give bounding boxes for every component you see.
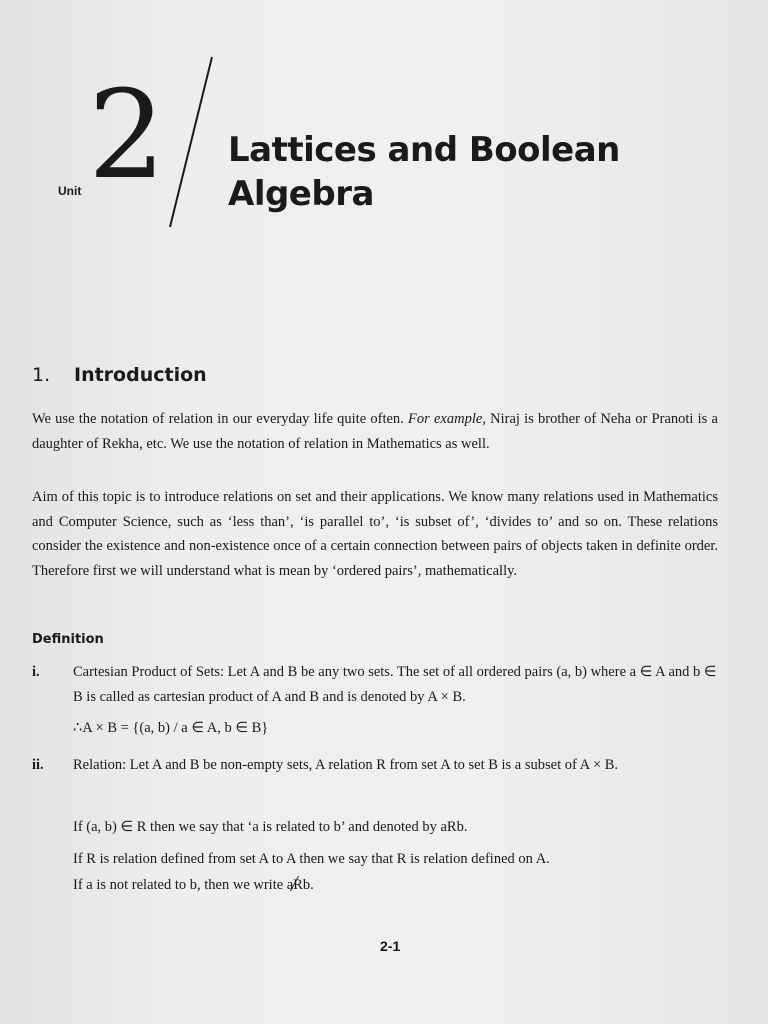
relation-line-related: If (a, b) ∈ R then we say that ‘a is related to b’ and denoted by aRb. xyxy=(73,819,468,835)
not-related-text: If a is not related to b, then we write a xyxy=(73,877,294,893)
section-heading xyxy=(32,364,207,386)
chapter-title: Lattices and Boolean Algebra xyxy=(228,130,620,214)
section-number: 1. xyxy=(32,364,51,386)
item-marker: i. xyxy=(32,664,40,680)
not-related-text-end: b. xyxy=(302,877,314,893)
definition-heading: Definition xyxy=(32,632,104,647)
intro-paragraph-1 xyxy=(32,407,718,456)
section-title: Introduction xyxy=(74,364,207,386)
item-text: Cartesian Product of Sets: Let A and B be any two sets. The set of all ordered pairs (a, b) where a ∈ A and b ∈ B is called as cartesian product of A and B and is denoted by A × B. xyxy=(73,664,717,705)
relation-line-not-related xyxy=(73,873,314,897)
unit-number: 2 xyxy=(88,64,162,206)
slash-divider xyxy=(160,55,220,230)
page-number: 2-1 xyxy=(380,938,401,954)
intro-text: We use the notation of relation in our everyday life quite often. xyxy=(32,411,409,427)
example-phrase: For example, xyxy=(408,411,486,427)
item-marker: ii. xyxy=(32,757,44,773)
relation-line-defined-on: If R is relation defined from set A to A then we say that R is relation defined on A. xyxy=(73,851,550,867)
unit-label: Unit xyxy=(58,184,82,198)
item-text: Relation: Let A and B be non-empty sets, A relation R from set A to set B is a subset of A × B. xyxy=(73,757,619,773)
intro-text-continued: Niraj is brother of Neha or Pranoti is a daughter of Rekha, etc. We use the notation of relation in Mathematics as well. xyxy=(32,411,718,452)
intro-paragraph-2: Aim of this topic is to introduce relations on set and their applications. We know many relations used in Mathematics and Computer Science, such as ‘less than’, ‘is parallel to’, ‘is subset of’, ‘divides to’ and so on. These relations consider the existence and non-existence once of a certain connection between pairs of objects taken in definite order. Therefore first we will understand what is mean by ‘ordered pairs’, mathematically. xyxy=(32,489,718,579)
not-related-symbol: R xyxy=(293,873,303,897)
cartesian-formula: ∴A × B = {(a, b) / a ∈ A, b ∈ B} xyxy=(73,720,269,736)
